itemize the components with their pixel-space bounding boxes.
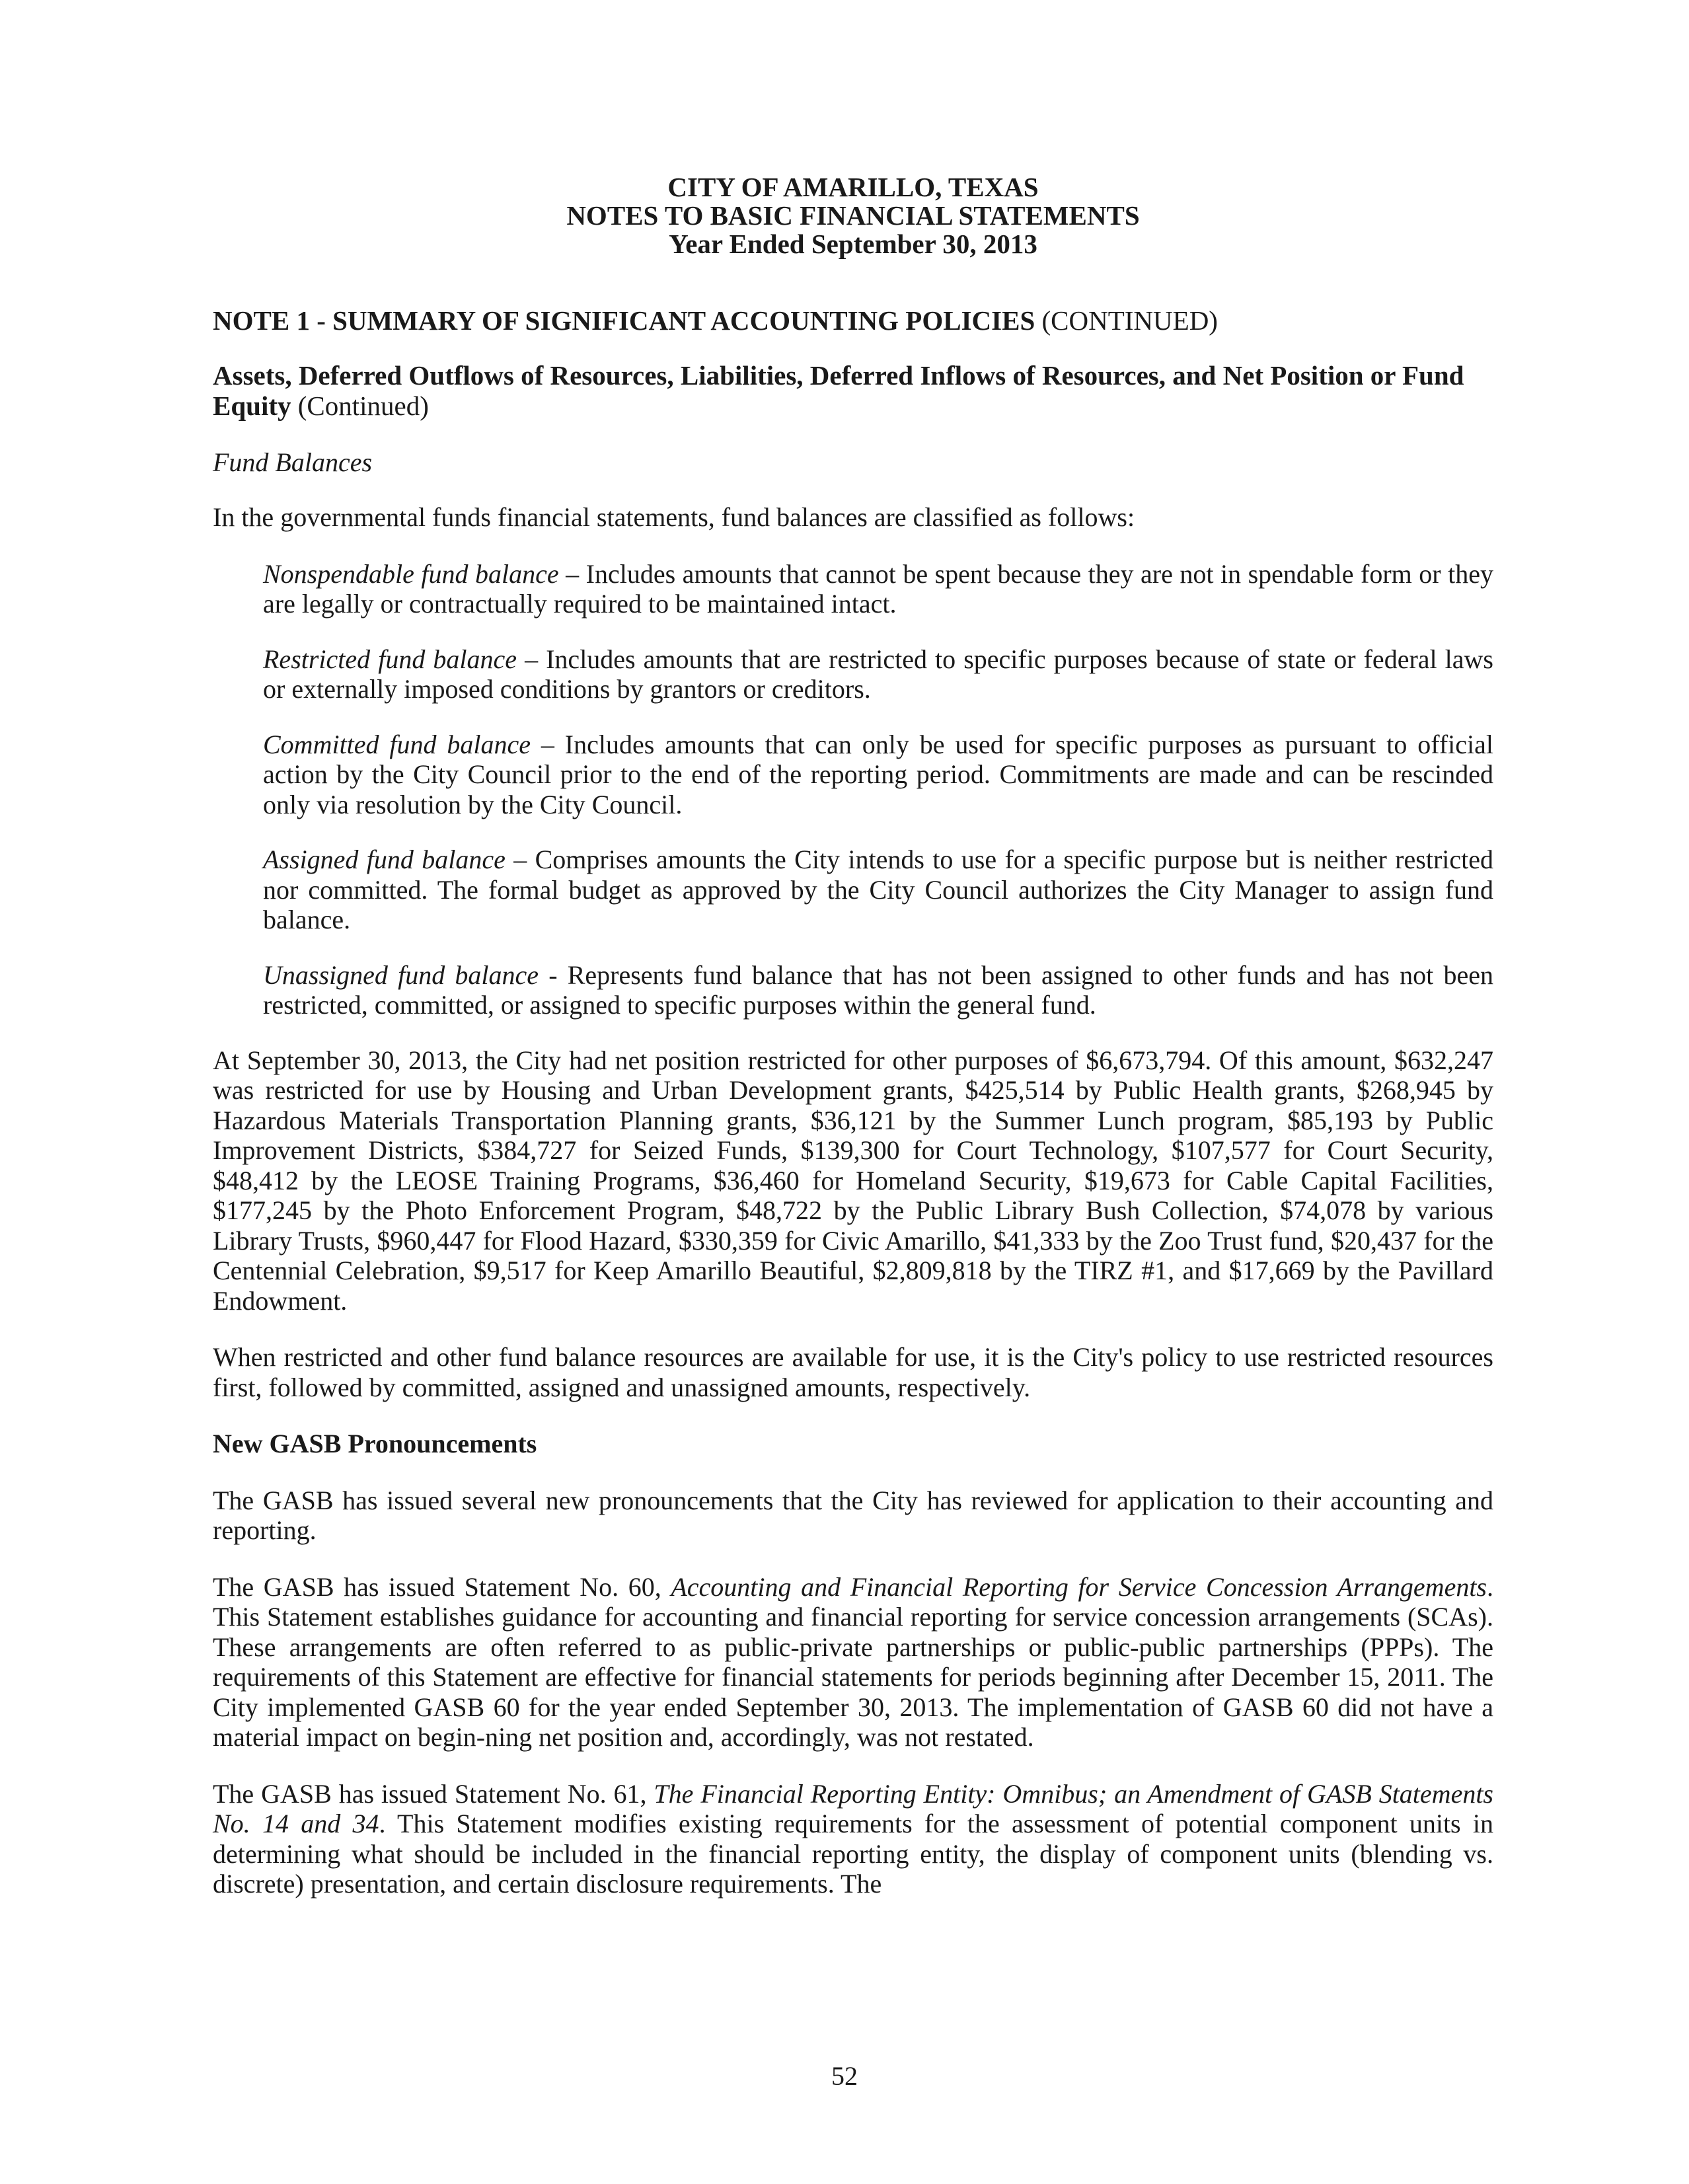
gasb-60-lead: The GASB has issued Statement No. 60, [213, 1571, 671, 1602]
fund-balances-heading: Fund Balances [213, 447, 373, 477]
policy-paragraph: When restricted and other fund balance resources are available for use, it is the City's policy to use restricted resources first, followed by committed, assigned and unassigned amounts, respectively. [213, 1342, 1493, 1402]
gasb-60-paragraph [213, 1572, 1493, 1752]
document-header [213, 173, 1493, 258]
item-text: – Includes amounts that are restricted to specific purposes because of state or federal laws or externally imposed conditions by grantors or creditors. [263, 644, 1494, 704]
header-period: Year Ended September 30, 2013 [669, 229, 1037, 259]
restricted-item [263, 644, 1493, 704]
section-title [213, 360, 1493, 421]
nonspendable-item [263, 559, 1493, 619]
gasb-60-body: . This Statement establishes guidance for accounting and financial reporting for service concession arrangements (SCAs). These arrangements are often referred to as public-private partnerships or public-public partnerships (PPPs). The requirements of this Statement are effective for financial statements for periods beginning after December 15, 2011. The City implemented GASB 60 for the year ended September 30, 2013. The implementation of GASB 60 did not have a material impact on begin-ning net position and, accordingly, was not restated. [213, 1571, 1493, 1752]
document-page [213, 173, 1493, 1926]
item-term: Committed fund balance [263, 729, 531, 759]
gasb-heading: New GASB Pronouncements [213, 1429, 537, 1458]
item-term: Assigned fund balance [263, 845, 506, 874]
gasb-61-title: The Financial Reporting Entity: Omnibus; an Amendment of GASB Statements No. 14 and 34 [213, 1778, 1493, 1838]
gasb-intro-paragraph: The GASB has issued several new pronouncements that the City has reviewed for application to their accounting and reporting. [213, 1485, 1493, 1545]
committed-item [263, 730, 1493, 820]
note-title-text: NOTE 1 - SUMMARY OF SIGNIFICANT ACCOUNTING POLICIES [213, 305, 1035, 336]
restricted-position-paragraph: At September 30, 2013, the City had net position restricted for other purposes of $6,673,794. Of this amount, $632,247 was restricted for use by Housing and Urban Development grants, $425,514 by Public Health grants, $268,945 by Hazardous Materials Transportation Planning grants, $36,121 by the Summer Lunch program, $85,193 by Public Improvement Districts, $384,727 for Seized Funds, $139,300 for Court Technology, $107,577 for Court Security, $48,412 by the LEOSE Training Programs, $36,460 for Homeland Security, $19,673 for Cable Capital Facilities, $177,245 by the Photo Enforcement Program, $48,722 by the Public Library Bush Collection, $74,078 by various Library Trusts, $960,447 for Flood Hazard, $330,359 for Civic Amarillo, $41,333 by the Zoo Trust fund, $20,437 for the Centennial Celebration, $9,517 for Keep Amarillo Beautiful, $2,809,818 by the TIRZ #1, and $17,669 by the Pavillard Endowment. [213, 1045, 1493, 1316]
header-entity: CITY OF AMARILLO, TEXAS [667, 172, 1039, 202]
assigned-item [263, 845, 1493, 935]
header-title: NOTES TO BASIC FINANCIAL STATEMENTS [566, 200, 1140, 231]
item-text: - Represents fund balance that has not been assigned to other funds and has not been restricted, committed, or assigned to specific purposes within the general fund. [263, 960, 1493, 1020]
item-text: – Includes amounts that cannot be spent because they are not in spendable form or they are legally or contractually required to be maintained intact. [263, 558, 1493, 619]
item-term: Restricted fund balance [263, 644, 517, 674]
fund-balances-intro: In the governmental funds financial statements, fund balances are classified as follows: [213, 502, 1135, 532]
item-term: Nonspendable fund balance [263, 558, 559, 589]
section-title-text: Assets, Deferred Outflows of Resources, Liabilities, Deferred Inflows of Resources, and Net Position or Fund Equity [213, 359, 1464, 421]
item-term: Unassigned fund balance [263, 960, 539, 990]
gasb-60-title: Accounting and Financial Reporting for Service Concession Arrangements [671, 1571, 1487, 1602]
gasb-61-paragraph [213, 1779, 1493, 1899]
page-number: 52 [831, 2061, 858, 2091]
section-title-suffix: (Continued) [291, 390, 429, 421]
note-title-suffix: (CONTINUED) [1035, 305, 1218, 336]
item-text: – Includes amounts that can only be used for specific purposes as pursuant to official action by the City Council prior to the end of the reporting period. Commitments are made and can be rescinded only via resolution by the City Council. [263, 729, 1494, 819]
unassigned-item [263, 960, 1493, 1020]
gasb-61-lead: The GASB has issued Statement No. 61, [213, 1778, 654, 1809]
note-title [213, 306, 1493, 336]
gasb-61-body: . This Statement modifies existing requirements for the assessment of potential component units in determining what should be included in the financial reporting entity, the display of component units (blending vs. discrete) presentation, and certain disclosure requirements. The [213, 1809, 1494, 1899]
item-text: – Comprises amounts the City intends to use for a specific purpose but is neither restricted nor committed. The formal budget as approved by the City Council authorizes the City Manager to assign fund balance. [263, 845, 1493, 934]
